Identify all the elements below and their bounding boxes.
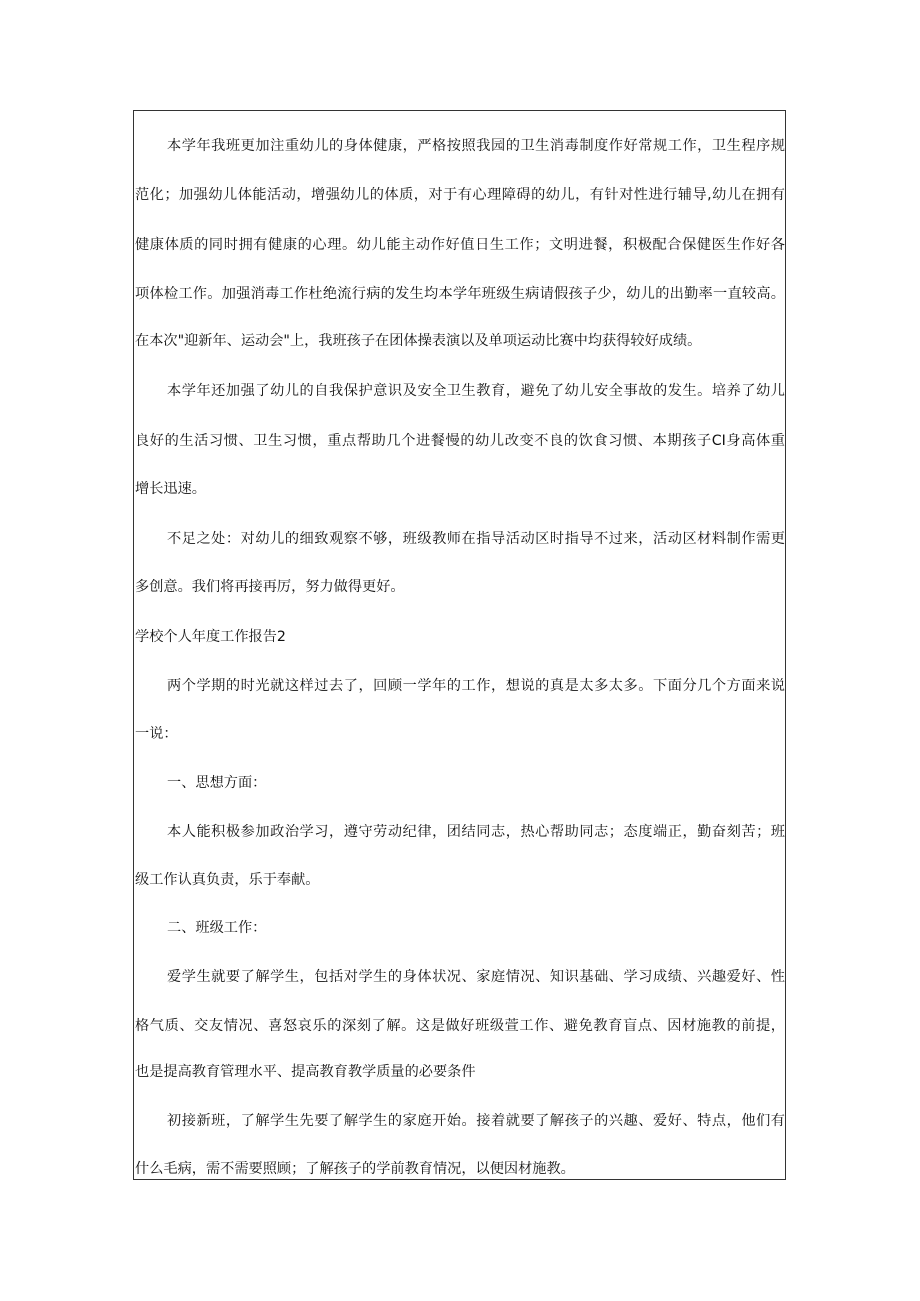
paragraph-line: 本人能积极参加政治学习，遵守劳动纪律，团结同志，热心帮助同志；态度端正，勤奋刻苦；班: [167, 824, 785, 840]
paragraph-line: 一说：: [135, 726, 178, 742]
paragraph-line: 本学年还加强了幼儿的自我保护意识及安全卫生教育，避免了幼儿安全事故的发生。培养了幼儿: [167, 383, 785, 399]
subheading: 一、思想方面：: [167, 775, 267, 791]
section-title: 学校个人年度工作报告2: [135, 629, 286, 645]
paragraph-line: 什么毛病，需不需要照顾；了解孩子的学前教育情况，以便因材施教。: [135, 1161, 575, 1177]
paragraph-line: 级工作认真负责，乐于奉献。: [135, 872, 320, 888]
paragraph-line: 两个学期的时光就这样过去了，回顾一学年的工作，想说的真是太多太多。下面分几个方面来说: [167, 678, 785, 694]
paragraph-line: 初接新班，了解学生先要了解学生的家庭开始。接着就要了解孩子的兴趣、爱好、特点，他们有: [167, 1113, 785, 1129]
subheading: 二、班级工作：: [167, 920, 267, 936]
paragraph-line: 增长迅速。: [135, 481, 206, 497]
paragraph-line: 良好的生活习惯、卫生习惯，重点帮助几个进餐慢的幼儿改变不良的饮食习惯、本期孩子CI身高体重: [135, 433, 785, 449]
paragraph-line: 多创意。我们将再接再厉，努力做得更好。: [135, 579, 405, 595]
paragraph-line: 也是提高教育管理水平、提高教育教学质量的必要条件: [135, 1064, 476, 1080]
paragraph-line: 本学年我班更加注重幼儿的身体健康，严格按照我园的卫生消毒制度作好常规工作，卫生程序规: [167, 138, 785, 154]
paragraph-line: 在本次"迎新年、运动会"上，我班孩子在团体操表演以及单项运动比赛中均获得较好成绩。: [135, 333, 702, 349]
paragraph-line: 格气质、交友情况、喜怒哀乐的深刻了解。这是做好班级萱工作、避免教育盲点、因材施教的前提，: [135, 1018, 785, 1034]
paragraph-line: 健康体质的同时拥有健康的心理。幼儿能主动作好值日生工作；文明进餐，积极配合保健医生作好各: [135, 237, 785, 253]
paragraph-line: 爱学生就要了解学生，包括对学生的身体状况、家庭情况、知识基础、学习成绩、兴趣爱好、性: [167, 969, 785, 985]
paragraph-line: 项体检工作。加强消毒工作杜绝流行病的发生均本学年班级生病请假孩子少，幼儿的出勤率一直较高。: [135, 286, 785, 302]
paragraph-line: 范化；加强幼儿体能活动，增强幼儿的体质，对于有心理障碍的幼儿，有针对性进行辅导,幼儿在拥有: [135, 187, 785, 203]
paragraph-line: 不足之处：对幼儿的细致观察不够，班级教师在指导活动区时指导不过来，活动区材料制作需更: [167, 531, 785, 547]
